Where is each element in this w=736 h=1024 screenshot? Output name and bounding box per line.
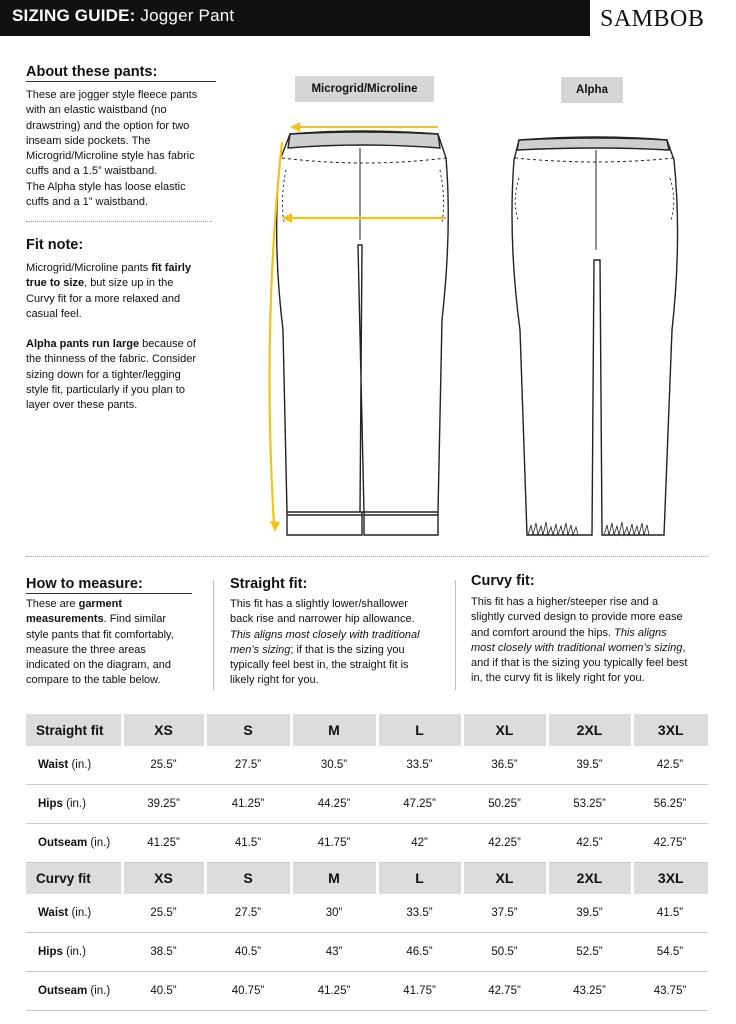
measure-value: 42.25” <box>462 823 547 862</box>
fit-note-line: casual feel. <box>26 307 82 320</box>
measure-value: 41.25” <box>205 785 291 824</box>
fit-title: Curvy fit <box>26 862 122 894</box>
table-header-row <box>26 862 708 894</box>
straight-line: likely right for you. <box>230 674 319 687</box>
measure-value: 46.5” <box>377 933 462 972</box>
curvy-fit-text <box>471 595 721 687</box>
fit-note-line: sizing down for a tighter/legging <box>26 368 181 381</box>
measure-value: 41.75” <box>291 823 377 862</box>
curvy-italic: most closely with traditional women’s sizing <box>471 641 683 654</box>
how-to-measure-heading: How to measure: <box>26 576 143 592</box>
measure-value: 47.25” <box>377 785 462 824</box>
measure-value: 33.5” <box>377 894 462 933</box>
measure-label <box>26 785 122 824</box>
straight-text: ; if that is the sizing you <box>290 643 405 656</box>
size-header: 2XL <box>547 862 632 894</box>
measure-value: 42.5” <box>547 823 632 862</box>
about-line: inseam side pockets. The <box>26 134 151 147</box>
label-microgrid: Microgrid/Microline <box>295 76 434 102</box>
measure-value: 43.75” <box>632 971 708 1010</box>
straight-line: This fit has a slightly lower/shallower <box>230 598 408 610</box>
about-line: cuffs and a 1.5” waistband. <box>26 165 158 178</box>
size-header: XS <box>122 862 205 894</box>
measure-value: 30” <box>291 894 377 933</box>
curvy-line: slightly curved design to provide more ease <box>471 611 683 624</box>
about-line: Microgrid/Microline style has fabric <box>26 150 195 163</box>
straight-line <box>230 643 455 658</box>
size-table <box>26 714 708 1011</box>
fit-note-bold: true to size <box>26 277 85 290</box>
microgrid-pant <box>277 131 449 535</box>
column-divider <box>213 580 214 690</box>
measure-unit: (in.) <box>68 759 92 772</box>
measure-value: 41.5” <box>205 823 291 862</box>
how-text: These are <box>26 598 79 610</box>
about-line: The Alpha style has loose elastic <box>26 180 186 193</box>
about-line: cuffs and a 1” waistband. <box>26 196 149 209</box>
curvy-text: and comfort around the hips. <box>471 626 615 639</box>
measure-value: 25.5” <box>122 894 205 933</box>
measure-value: 37.5” <box>462 894 547 933</box>
how-underline <box>26 593 192 594</box>
size-header: S <box>205 714 291 746</box>
fit-note-heading: Fit note: <box>26 237 84 253</box>
about-line: with an elastic waistband (no <box>26 104 167 117</box>
size-header: XL <box>462 862 547 894</box>
fit-note-line: Curvy fit for a more relaxed and <box>26 292 181 305</box>
table-row <box>26 746 708 785</box>
measure-label <box>26 746 122 785</box>
fit-note-line <box>26 337 226 352</box>
measure-name: Hips <box>38 798 63 811</box>
measure-value: 41.5” <box>632 894 708 933</box>
about-line: drawstring) and the option for two <box>26 119 190 132</box>
straight-line: typically feel best in, the straight fit is <box>230 659 409 672</box>
measure-value: 38.5” <box>122 933 205 972</box>
measure-unit: (in.) <box>87 984 111 997</box>
fit-note-line: the thinness of the fabric. Consider <box>26 353 196 366</box>
fit-title: Straight fit <box>26 714 122 746</box>
curvy-line <box>471 641 721 656</box>
pants-diagram <box>250 100 720 550</box>
table-row <box>26 933 708 972</box>
size-header: 3XL <box>632 714 708 746</box>
measure-value: 30.5” <box>291 746 377 785</box>
about-underline <box>26 81 216 82</box>
table-row <box>26 971 708 1010</box>
about-line: These are jogger style fleece pants <box>26 89 198 101</box>
measure-value: 39.5” <box>547 746 632 785</box>
size-header: M <box>291 862 377 894</box>
size-header: 2XL <box>547 714 632 746</box>
straight-line: back rise and narrower hip allowance. <box>230 613 415 626</box>
measure-name: Waist <box>38 907 69 920</box>
measure-value: 42.75” <box>632 823 708 862</box>
measure-value: 25.5” <box>122 746 205 785</box>
measure-value: 43.25” <box>547 971 632 1010</box>
fit-note-text-rest: because of <box>139 338 196 351</box>
measure-value: 52.5” <box>547 933 632 972</box>
fit-note-line <box>26 276 226 291</box>
measure-value: 41.25” <box>122 823 205 862</box>
fit-note-line: layer over these pants. <box>26 399 138 412</box>
how-text: . Find similar <box>103 613 166 626</box>
measure-value: 40.75” <box>205 971 291 1010</box>
label-alpha: Alpha <box>561 77 623 103</box>
about-heading: About these pants: <box>26 64 158 80</box>
size-header: M <box>291 714 377 746</box>
table-row <box>26 823 708 862</box>
measure-value: 56.25” <box>632 785 708 824</box>
how-bold: garment <box>78 598 122 610</box>
how-line <box>26 612 211 627</box>
measure-unit: (in.) <box>62 946 86 959</box>
column-divider <box>455 580 456 690</box>
fit-note-bold: Alpha pants run large <box>26 338 140 351</box>
table-row <box>26 785 708 824</box>
measure-name: Outseam <box>38 836 88 849</box>
size-header: XS <box>122 714 205 746</box>
curvy-line <box>471 626 721 641</box>
section-divider <box>26 221 212 222</box>
measure-value: 27.5” <box>205 746 291 785</box>
fit-note-line: style fit, particularly if you plan to <box>26 384 185 397</box>
size-header: S <box>205 862 291 894</box>
straight-italic: men’s sizing <box>230 643 291 656</box>
measure-value: 54.5” <box>632 933 708 972</box>
straight-line <box>230 628 455 643</box>
title-rest: Jogger Pant <box>135 6 235 25</box>
size-header: 3XL <box>632 862 708 894</box>
measure-value: 53.25” <box>547 785 632 824</box>
measure-value: 33.5” <box>377 746 462 785</box>
measure-value: 42” <box>377 823 462 862</box>
measure-value: 40.5” <box>205 933 291 972</box>
size-header: L <box>377 862 462 894</box>
table-row <box>26 894 708 933</box>
curvy-line: in, the curvy fit is likely right for you. <box>471 672 645 685</box>
page-title <box>12 6 234 26</box>
curvy-line: and if that is the sizing you typically feel best <box>471 657 688 670</box>
logo <box>589 0 736 36</box>
measure-name: Hips <box>38 946 63 959</box>
straight-fit-heading: Straight fit: <box>230 576 308 592</box>
measure-label <box>26 894 122 933</box>
fit-note-text <box>26 261 226 414</box>
table-header-row <box>26 714 708 746</box>
size-header: XL <box>462 714 547 746</box>
how-line <box>26 597 211 612</box>
how-to-measure-text <box>26 597 211 689</box>
curvy-text: , <box>682 641 686 654</box>
measure-unit: (in.) <box>87 836 111 849</box>
how-line: indicated on the diagram, and <box>26 659 171 672</box>
measure-value: 50.25” <box>462 785 547 824</box>
measure-label <box>26 971 122 1010</box>
measure-value: 50.5” <box>462 933 547 972</box>
measure-value: 36.5” <box>462 746 547 785</box>
how-bold: measurements <box>26 613 104 626</box>
curvy-fit-heading: Curvy fit: <box>471 573 535 589</box>
section-divider <box>26 556 708 557</box>
measure-value: 43” <box>291 933 377 972</box>
size-header: L <box>377 714 462 746</box>
measure-value: 39.5” <box>547 894 632 933</box>
how-line: measure the three areas <box>26 643 146 656</box>
measure-value: 39.25” <box>122 785 205 824</box>
measure-value: 40.5” <box>122 971 205 1010</box>
fit-note-line <box>26 261 226 276</box>
logo-text: SAMBOB <box>600 6 705 32</box>
curvy-line: This fit has a higher/steeper rise and a <box>471 596 659 608</box>
title-bold: SIZING GUIDE: <box>12 6 136 25</box>
measure-unit: (in.) <box>68 907 92 920</box>
measure-value: 42.75” <box>462 971 547 1010</box>
measure-value: 41.25” <box>291 971 377 1010</box>
measure-value: 27.5” <box>205 894 291 933</box>
measure-unit: (in.) <box>62 798 86 811</box>
fit-note-text-rest: , but size up in the <box>84 277 174 290</box>
measure-value: 44.25” <box>291 785 377 824</box>
alpha-pant <box>512 137 678 535</box>
fit-note-text-pre: Microgrid/Microline pants <box>26 262 152 274</box>
measure-value: 41.75” <box>377 971 462 1010</box>
straight-italic: This aligns most closely with traditional <box>230 628 420 641</box>
about-text <box>26 88 226 210</box>
how-line: compare to the table below. <box>26 674 161 687</box>
measure-value: 42.5” <box>632 746 708 785</box>
header-bar <box>0 0 736 36</box>
measure-label <box>26 933 122 972</box>
straight-fit-text <box>230 597 455 689</box>
measure-name: Outseam <box>38 984 88 997</box>
how-line: style pants that fit comfortably, <box>26 628 174 641</box>
measure-label <box>26 823 122 862</box>
fit-note-bold: fit fairly <box>151 262 192 274</box>
curvy-italic: This aligns <box>614 626 667 639</box>
measure-name: Waist <box>38 759 69 772</box>
